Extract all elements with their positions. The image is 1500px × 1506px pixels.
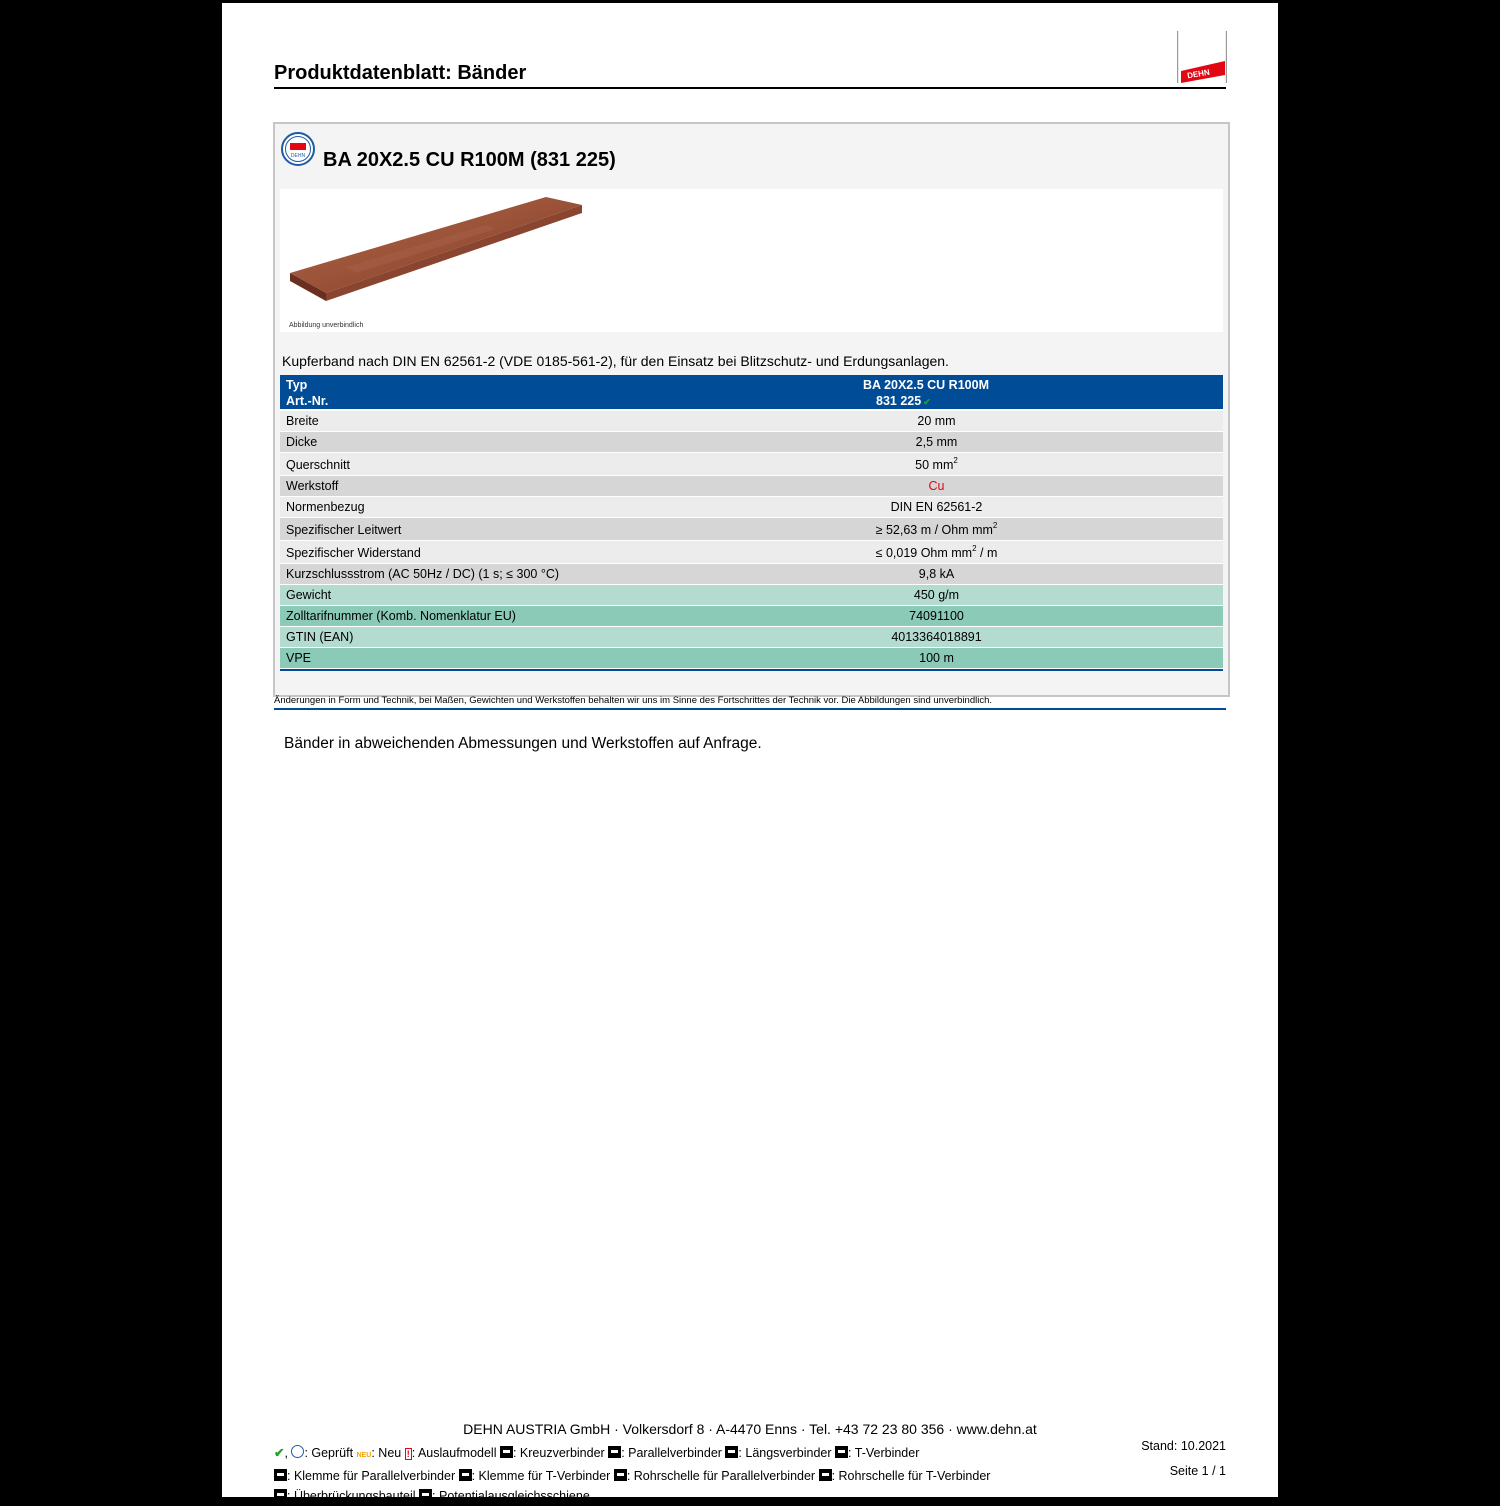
legend-parallel: : Parallelverbinder <box>621 1446 722 1460</box>
row-label: Spezifischer Leitwert <box>286 523 402 537</box>
svg-text:DEHN: DEHN <box>290 153 306 159</box>
row-label: Gewicht <box>286 588 332 602</box>
pipe-clamp-parallel-icon <box>614 1469 627 1481</box>
row-value: 20 mm <box>917 414 956 428</box>
parallel-connector-icon <box>608 1446 621 1458</box>
clamp-parallel-icon <box>274 1469 287 1481</box>
row-label: Kurzschlussstrom (AC 50Hz / DC) (1 s; ≤ 300 °C) <box>286 567 560 581</box>
row-value: 2,5 mm <box>915 435 958 449</box>
new-icon: NEU <box>356 1452 372 1459</box>
cross-connector-icon <box>500 1446 513 1458</box>
table-row <box>280 606 1223 627</box>
header-rule <box>274 87 1226 89</box>
row-label: Normenbezug <box>286 500 365 514</box>
table-row <box>280 453 1223 476</box>
row-value: 100 m <box>919 651 954 665</box>
image-note: Abbildung unverbindlich <box>289 322 364 329</box>
legend-line-3 <box>274 1486 1074 1506</box>
legend-gepruft: : Geprüft <box>304 1446 354 1460</box>
table-row <box>280 476 1223 497</box>
legend-kreuz: : Kreuzverbinder <box>512 1446 605 1460</box>
product-description: Kupferband nach DIN EN 62561-2 (VDE 0185-561-2), für den Einsatz bei Blitzschutz- und Erdungsanlagen. <box>282 353 949 369</box>
page-title: Produktdatenblatt: Bänder <box>274 62 527 84</box>
copper-strip-image <box>286 195 588 319</box>
pipe-clamp-t-icon <box>819 1469 832 1481</box>
row-value: 450 g/m <box>913 588 960 602</box>
legend-potential: : Potentialausgleichsschiene <box>432 1489 590 1503</box>
table-row <box>280 585 1223 606</box>
equipotential-bar-icon <box>419 1489 432 1501</box>
product-box <box>273 122 1230 697</box>
disclaimer: Änderungen in Form und Technik, bei Maßen, Gewichten und Werkstoffen behalten wir uns im Sinne des Fortschrittes der Technik vor. Die Abbildungen sind unverbindlich. <box>274 695 993 706</box>
legend-rohr-t: : Rohrschelle für T-Verbinder <box>831 1469 991 1483</box>
superscript: 2 <box>992 521 998 530</box>
legend-t: : T-Verbinder <box>848 1446 920 1460</box>
dehn-logo <box>1177 31 1227 83</box>
row-value <box>780 546 1093 560</box>
table-row <box>280 518 1223 541</box>
longitudinal-connector-icon <box>725 1446 738 1458</box>
datasheet-page <box>222 3 1278 1503</box>
row-label: Breite <box>286 414 319 428</box>
page-number: Seite 1 / 1 <box>1169 1464 1226 1478</box>
table-row <box>280 627 1223 648</box>
legend-klemme-t: : Klemme für T-Verbinder <box>471 1469 611 1483</box>
footer-company: DEHN AUSTRIA GmbH · Volkersdorf 8 · A-4470 Enns · Tel. +43 72 23 80 356 · www.dehn.at <box>463 1421 1037 1437</box>
legend-neu: : Neu <box>371 1446 402 1460</box>
legend-klemme-parallel: : Klemme für Parallelverbinder <box>287 1469 456 1483</box>
row-label: Werkstoff <box>286 479 339 493</box>
product-image-panel <box>280 189 1223 332</box>
legend-line-1: ✔, : Geprüft NEU: Neu ! : Auslaufmodell : Kreuzverbinder : Parallelverbinder : Längsverbinder : T-Verbinder <box>274 1446 920 1460</box>
art-number: 831 225 <box>876 394 922 408</box>
row-value: 9,8 kA <box>918 567 955 581</box>
disclaimer-rule <box>274 708 1226 710</box>
row-label: VPE <box>286 651 312 665</box>
bridging-component-icon <box>274 1489 287 1501</box>
typ-value: BA 20X2.5 CU R100M <box>863 378 989 392</box>
art-value <box>876 394 931 408</box>
typ-label: Typ <box>286 378 308 392</box>
check-icon: ✔ <box>923 397 931 407</box>
row-label: Dicke <box>286 435 318 449</box>
row-label: Querschnitt <box>286 458 350 472</box>
table-bottom-rule <box>280 669 1223 671</box>
spec-table-header <box>280 375 1223 411</box>
row-label: GTIN (EAN) <box>286 630 354 644</box>
row-value <box>780 458 1093 472</box>
row-value-text: ≥ 52,63 m / Ohm mm <box>875 523 993 537</box>
table-row <box>280 411 1223 432</box>
discontinued-icon: ! <box>406 1449 410 1459</box>
t-connector-icon <box>835 1446 848 1458</box>
legend-laengs: : Längsverbinder <box>738 1446 832 1460</box>
logo-text: DEHN <box>1186 67 1211 81</box>
superscript: 2 <box>972 544 977 553</box>
legend-ueberbrueckung: : Überbrückungsbauteil <box>287 1489 416 1503</box>
row-value <box>780 523 1093 537</box>
row-label: Zolltarifnummer (Komb. Nomenklatur EU) <box>286 609 516 623</box>
clamp-t-icon <box>459 1469 472 1481</box>
tested-seal-icon <box>291 1445 304 1458</box>
table-row <box>280 541 1223 564</box>
row-label: Spezifischer Widerstand <box>286 546 421 560</box>
legend-line-2 <box>274 1466 1074 1486</box>
revision-date: Stand: 10.2021 <box>1141 1439 1226 1453</box>
legend-rohr-parallel: : Rohrschelle für Parallelverbinder <box>626 1469 816 1483</box>
table-row <box>280 648 1223 669</box>
art-label: Art.-Nr. <box>286 394 329 408</box>
row-value: 4013364018891 <box>891 630 982 644</box>
availability-note: Bänder in abweichenden Abmessungen und Werkstoffen auf Anfrage. <box>284 735 762 752</box>
row-value: 74091100 <box>909 609 964 623</box>
row-value-text: 50 mm <box>915 458 954 472</box>
footer-legend <box>274 1443 1074 1506</box>
table-row <box>280 432 1223 453</box>
check-icon: ✔ <box>274 1446 285 1460</box>
legend-auslauf: : Auslaufmodell <box>411 1446 497 1460</box>
table-row <box>280 564 1223 585</box>
row-value: Cu <box>928 479 945 493</box>
table-row <box>280 497 1223 518</box>
row-value-text: ≤ 0,019 Ohm mm <box>875 546 973 560</box>
spec-table <box>280 375 1223 671</box>
tested-seal-icon <box>281 132 315 166</box>
row-value: DIN EN 62561-2 <box>890 500 983 514</box>
superscript: 2 <box>953 456 958 465</box>
product-title: BA 20X2.5 CU R100M (831 225) <box>323 149 616 171</box>
row-value-suffix: / m <box>976 546 998 560</box>
